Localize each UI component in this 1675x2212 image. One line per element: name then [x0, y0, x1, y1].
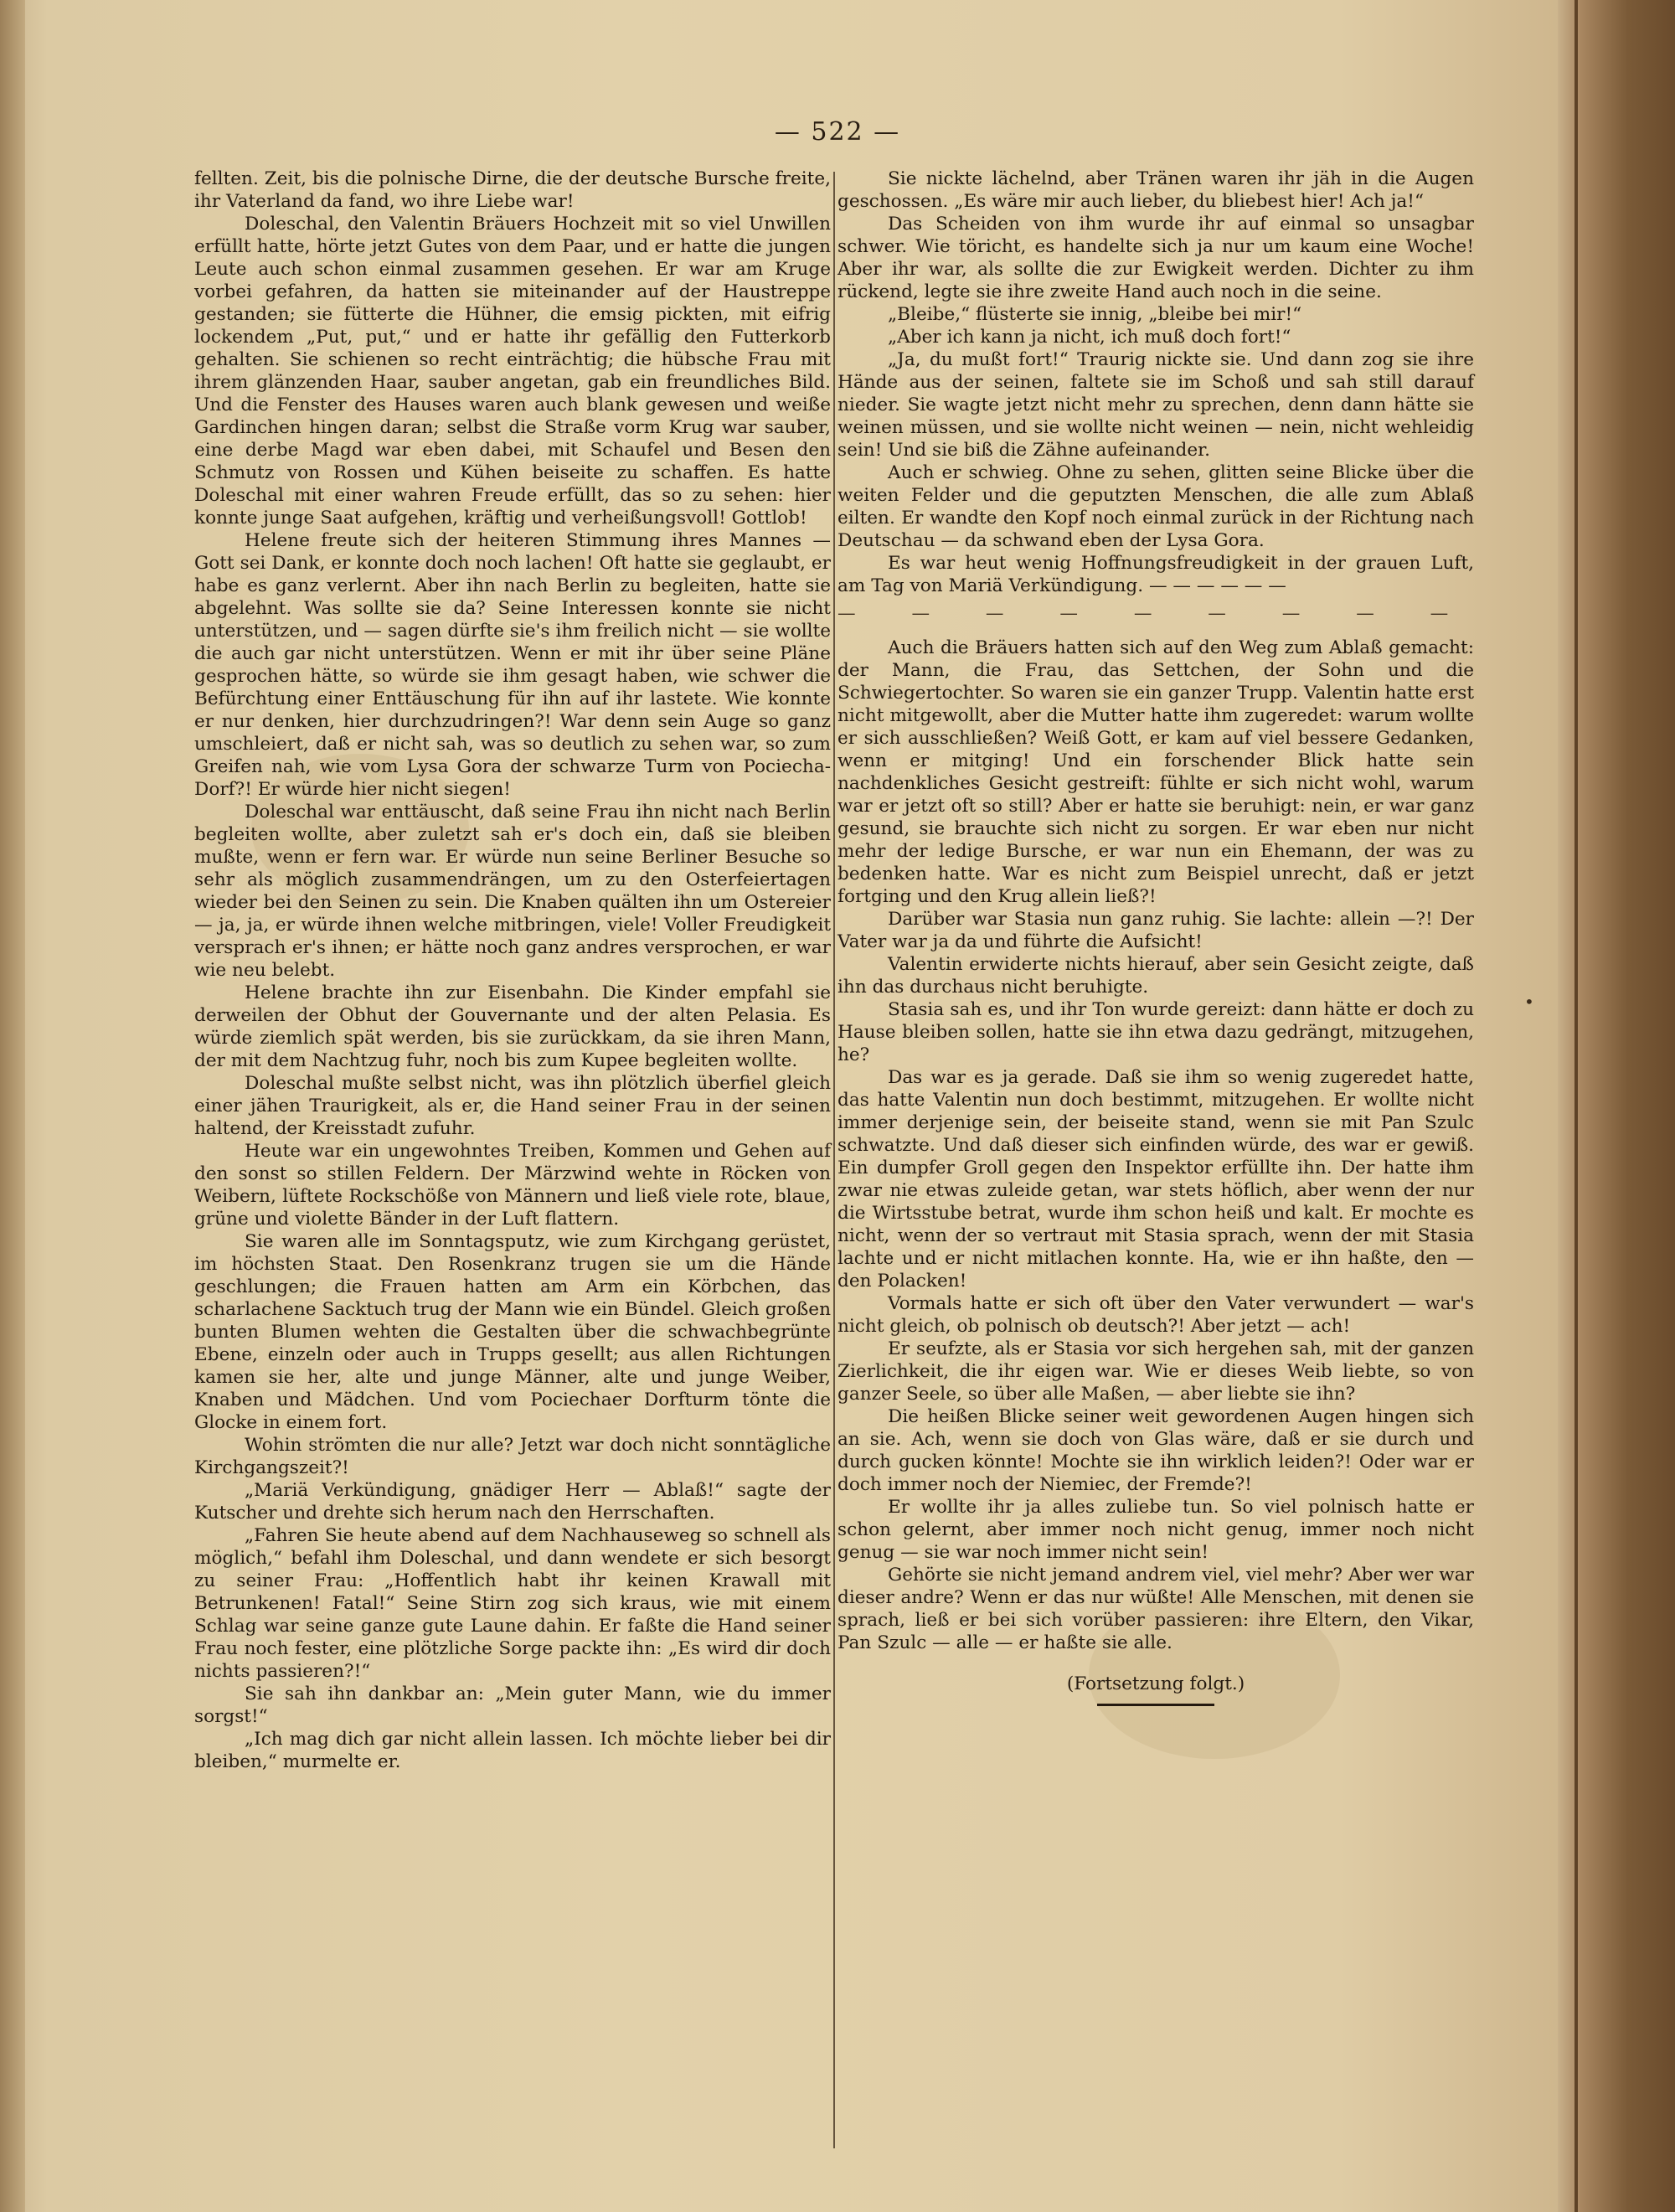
- left-column: [194, 168, 831, 1773]
- paragraph: „Bleibe,“ flüsterte sie innig, „bleibe bei mir!“: [888, 304, 1302, 325]
- section-break-dashes: — — — — — — — — —: [838, 603, 1474, 624]
- paragraph: fellten. Zeit, bis die polnische Dirne, die der deutsche Bursche freite, ihr Vaterland da fand, wo ihre Liebe war!: [194, 168, 831, 212]
- paragraph: Auch er schwieg. Ohne zu sehen, glitten seine Blicke über die weiten Felder und die geputzten Menschen, die alle zum Ablaß eilten. Er wandte den Kopf noch einmal zurück in der Richtung nach Deutschau — da schwand eben der Lysa Gora.: [838, 462, 1474, 551]
- paragraph: Wohin strömten die nur alle? Jetzt war doch nicht sonntägliche Kirchgangszeit?!: [194, 1435, 831, 1478]
- paragraph: Doleschal mußte selbst nicht, was ihn plötzlich überfiel gleich einer jähen Traurigkeit, als er, die Hand seiner Frau in der seinen haltend, der Kreisstadt zufuhr.: [194, 1073, 831, 1139]
- paragraph: „Ich mag dich gar nicht allein lassen. Ich möchte lieber bei dir bleiben,“ murmelte er.: [194, 1729, 831, 1772]
- paragraph: Er wollte ihr ja alles zuliebe tun. So viel polnisch hatte er schon gelernt, aber immer noch nicht genug, immer noch nicht genug — sie war noch immer nicht sein!: [838, 1497, 1474, 1563]
- paragraph: „Aber ich kann ja nicht, ich muß doch fort!“: [888, 327, 1291, 348]
- page-number: — 522 —: [774, 117, 901, 147]
- paragraph: Das war es ja gerade. Daß sie ihm so wenig zugeredet hatte, das hatte Valentin nun doch bestimmt, mitzugehen. Er wollte nicht immer derjenige sein, der beiseite stand, wenn sie mit Pan Szulc schwatzte. Und daß dieser sich einfinden würde, des war er gewiß. Ein dumpfer Groll gegen den Inspektor erfüllte ihn. Der hatte ihm zwar nie etwas zuleide getan, war stets höflich, aber wenn der nur die Wirtsstube betrat, wurde ihm schon heiß und kalt. Er mochte es nicht, wenn der so vertraut mit Stasia sprach, wenn der mit Stasia lachte und er nicht mitlachen konnte. Ha, wie er ihn haßte, den — den Polacken!: [838, 1067, 1474, 1292]
- end-rule: [1097, 1704, 1214, 1706]
- page-edge: [1574, 0, 1578, 2212]
- paragraph: Er seufzte, als er Stasia vor sich hergehen sah, mit der ganzen Zierlichkeit, die ihr eigen war. Wie er dieses Weib liebte, so von ganzer Seele, so über alle Maßen, — aber liebte sie ihn?: [838, 1338, 1474, 1405]
- paragraph: Helene brachte ihn zur Eisenbahn. Die Kinder empfahl sie derweilen der Obhut der Gouvernante und der alten Pelasia. Es würde ziemlich spät werden, bis sie zurückkam, da sie ihren Mann, der mit dem Nachtzug fuhr, noch bis zum Kupee begleiten wollte.: [194, 982, 831, 1071]
- paragraph: Helene freute sich der heiteren Stimmung ihres Mannes — Gott sei Dank, er konnte doch noch lachen! Oft hatte sie geglaubt, er habe es ganz verlernt. Aber ihn nach Berlin zu begleiten, hatte sie abgelehnt. Was sollte sie da? Seine Interessen konnte sie nicht unterstützen, und — sagen dürfte sie's ihm freilich nicht — sie wollte die auch gar nicht unterstützen. Wenn er mit ihr über seine Pläne gesprochen hätte, so würde sie ihm gesagt haben, wie schwer die Befürchtung einer Enttäuschung für ihn auf ihr lastete. Wie konnte er nur denken, hier durchzudringen?! War denn sein Auge so ganz umschleiert, daß er nicht sah, was so deutlich zu sehen war, so zum Greifen nah, wie vom Lysa Gora der schwarze Turm von Pociecha-Dorf?! Er würde hier nicht siegen!: [194, 530, 831, 800]
- right-column: [838, 168, 1474, 1706]
- paragraph: Sie waren alle im Sonntagsputz, wie zum Kirchgang gerüstet, im höchsten Staat. Den Rosenkranz trugen sie um die Hände geschlungen; die Frauen hatten am Arm ein Körbchen, das scharlachene Sacktuch trug der Mann wie ein Bündel. Gleich großen bunten Blumen wehten die Gestalten über die schwachbegrünte Ebene, einzeln oder auch in Trupps gesellt; aus allen Richtungen kamen sie her, alte und junge Männer, alte und junge Weiber, Knaben und Mädchen. Und vom Pociechaer Dorfturm tönte die Glocke in einem fort.: [194, 1231, 831, 1433]
- paragraph: „Mariä Verkündigung, gnädiger Herr — Ablaß!“ sagte der Kutscher und drehte sich herum nach den Herrschaften.: [194, 1480, 831, 1524]
- paragraph: Heute war ein ungewohntes Treiben, Kommen und Gehen auf den sonst so stillen Feldern. Der Märzwind wehte in Röcken von Weibern, lüftete Rockschöße von Männern und ließ viele rote, blaue, grüne und violette Bänder in der Luft flattern.: [194, 1141, 831, 1230]
- margin-mark: •: [1524, 992, 1534, 1012]
- paragraph: Sie nickte lächelnd, aber Tränen waren ihr jäh in die Augen geschossen. „Es wäre mir auch lieber, du bliebest hier! Ach ja!“: [838, 168, 1474, 212]
- paragraph: Darüber war Stasia nun ganz ruhig. Sie lachte: allein —?! Der Vater war ja da und führte die Aufsicht!: [838, 909, 1474, 952]
- paragraph: Das Scheiden von ihm wurde ihr auf einmal so unsagbar schwer. Wie töricht, es handelte sich ja nur um kaum eine Woche! Aber ihr war, als sollte die zur Ewigkeit werden. Dichter zu ihm rückend, legte sie ihre zweite Hand auch noch in die seine.: [838, 214, 1474, 302]
- continued-note: (Fortsetzung folgt.): [1066, 1673, 1245, 1694]
- paragraph: „Ja, du mußt fort!“ Traurig nickte sie. Und dann zog sie ihre Hände aus der seinen, faltete sie im Schoß und sah still darauf nieder. Sie wagte jetzt nicht mehr zu sprechen, denn dann hätte sie weinen müssen, und sie wollte nicht weinen — nein, nicht wehleidig sein! Und sie biß die Zähne aufeinander.: [838, 349, 1474, 461]
- paragraph: Es war heut wenig Hoffnungsfreudigkeit in der grauen Luft, am Tag von Mariä Verkündigung. — — — — — —: [838, 553, 1474, 596]
- page-gutter: [0, 0, 25, 2212]
- paragraph: Die heißen Blicke seiner weit gewordenen Augen hingen sich an sie. Ach, wenn sie doch von Glas wäre, daß er sie durch und durch gucken könnte! Mochte sie ihn wirklich leiden?! Oder war er doch immer noch der Niemiec, der Fremde?!: [838, 1406, 1474, 1495]
- paragraph: Sie sah ihn dankbar an: „Mein guter Mann, wie du immer sorgst!“: [194, 1683, 831, 1727]
- paragraph: Auch die Bräuers hatten sich auf den Weg zum Ablaß gemacht: der Mann, die Frau, das Settchen, der Sohn und die Schwiegertochter. So waren sie ein ganzer Trupp. Valentin hatte erst nicht mitgewollt, aber die Mutter hatte ihm zugeredet: warum wollte er sich ausschließen? Weiß Gott, er kam auf viel bessere Gedanken, wenn er mitging! Und ein forschender Blick hatte sein nachdenkliches Gesicht gestreift: fühlte er sich nicht wohl, warum war er jetzt oft so still? Aber er hatte sie beruhigt: nein, er war ganz gesund, sie brauchte sich nicht zu sorgen. Er war eben nur nicht mehr der ledige Bursche, er war nun ein Ehemann, der was zu bedenken hatte. War es nicht zum Beispiel unrecht, daß er jetzt fortging und den Krug allein ließ?!: [838, 637, 1474, 907]
- paragraph: Stasia sah es, und ihr Ton wurde gereizt: dann hätte er doch zu Hause bleiben sollen, hatte sie ihn etwa dazu gedrängt, mitzugehen, he?: [838, 999, 1474, 1065]
- paragraph: Vormals hatte er sich oft über den Vater verwundert — war's nicht gleich, ob polnisch ob deutsch?! Aber jetzt — ach!: [838, 1293, 1474, 1337]
- paragraph: Valentin erwiderte nichts hierauf, aber sein Gesicht zeigte, daß ihn das durchaus nicht beruhigte.: [838, 954, 1474, 998]
- paragraph: Gehörte sie nicht jemand andrem viel, viel mehr? Aber wer war dieser andre? Wenn er das nur wüßte! Alle Menschen, mit denen sie sprach, ließ er bei sich vorüber passieren: ihre Eltern, den Vikar, Pan Szulc — alle — er haßte sie alle.: [838, 1565, 1474, 1653]
- paragraph: Doleschal war enttäuscht, daß seine Frau ihn nicht nach Berlin begleiten wollte, aber zuletzt sah er's doch ein, daß sie bleiben mußte, wenn er fern war. Er würde nun seine Berliner Besuche so sehr als möglich zusammendrängen, um zu den Osterfeiertagen wieder bei den Seinen zu sein. Die Knaben quälten ihn um Ostereier — ja, ja, er würde ihnen welche mitbringen, viele! Voller Freudigkeit versprach er's ihnen; er hätte noch ganz andres versprochen, er war wie neu belebt.: [194, 802, 831, 981]
- paragraph: „Fahren Sie heute abend auf dem Nachhauseweg so schnell als möglich,“ befahl ihm Doleschal, und dann wendete er sich besorgt zu seiner Frau: „Hoffentlich habt ihr keinen Krawall mit Betrunkenen! Fatal!“ Seine Stirn zog sich kraus, wie mit einem Schlag war seine ganze gute Laune dahin. Er faßte die Hand seiner Frau noch fester, eine plötzliche Sorge packte ihn: „Es wird dir doch nichts passieren?!“: [194, 1525, 831, 1682]
- column-divider: [833, 172, 835, 2148]
- paragraph: Doleschal, den Valentin Bräuers Hochzeit mit so viel Unwillen erfüllt hatte, hörte jetzt Gutes von dem Paar, und er hatte die jungen Leute auch schon einmal zusammen gesehen. Er war am Kruge vorbei gefahren, da hatten sie miteinander auf der Haustreppe gestanden; sie fütterte die Hühner, die emsig pickten, mit eifrig lockendem „Put, put,“ und er hatte ihr gefällig den Futterkorb gehalten. Sie schienen so recht einträchtig; die hübsche Frau mit ihrem glänzenden Haar, sauber angetan, gab ein freundliches Bild. Und die Fenster des Hauses waren auch blank gewesen und weiße Gardinchen hingen daran; selbst die Straße vorm Krug war sauber, eine derbe Magd war eben dabei, mit Schaufel und Besen den Schmutz von Rossen und Kühen beiseite zu schaffen. Es hatte Doleschal mit einer wahren Freude erfüllt, das so zu sehen: hier konnte junge Saat aufgehen, kräftig und verheißungsvoll! Gottlob!: [194, 214, 831, 529]
